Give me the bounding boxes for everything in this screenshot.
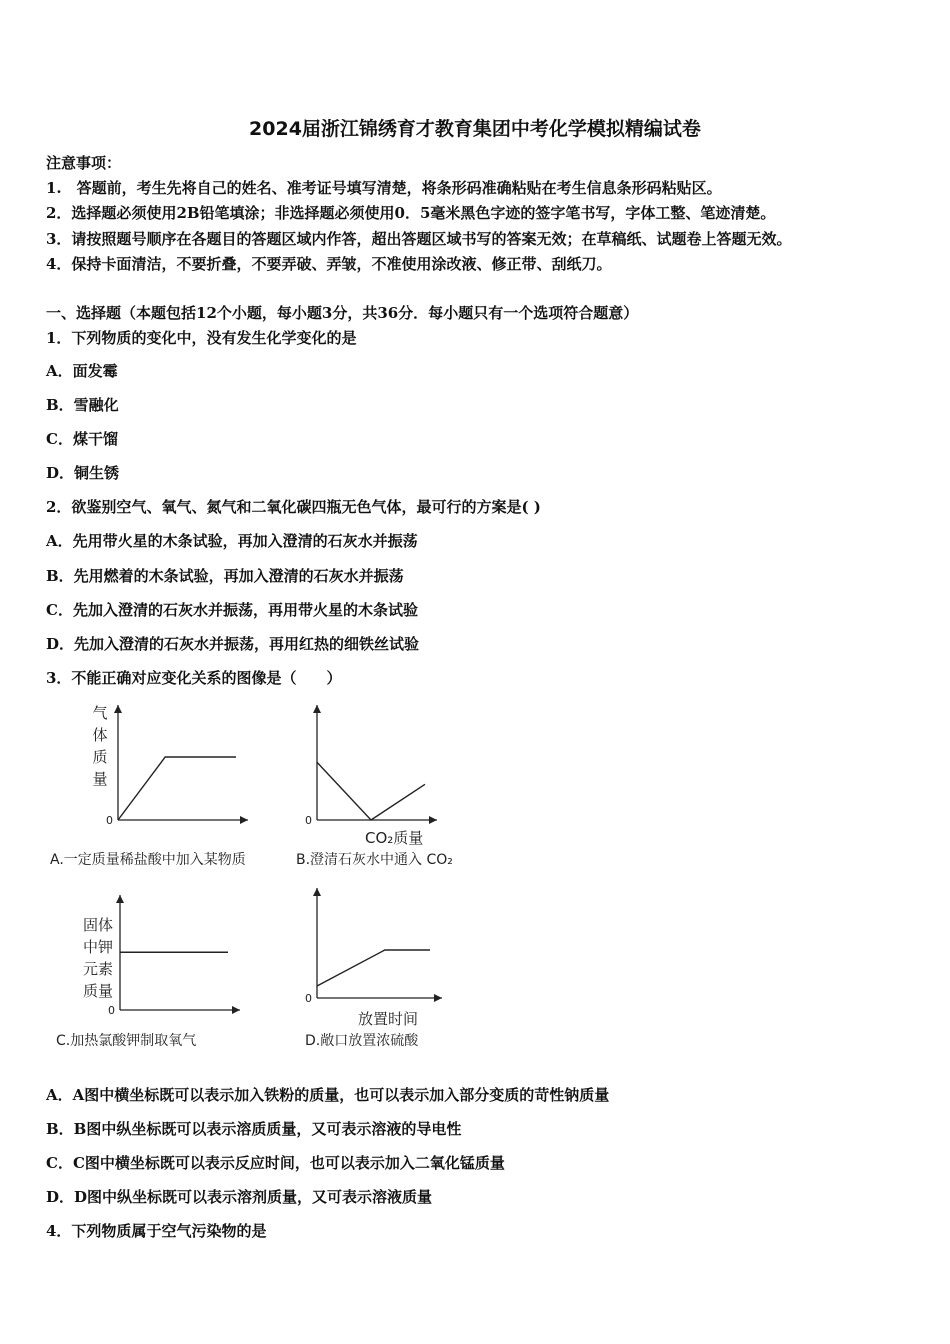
- chart-a-x-arrow-icon: [240, 816, 248, 824]
- chart-b-y-arrow-icon: [313, 705, 321, 713]
- chart-b-xlabel: CO₂质量: [365, 829, 424, 847]
- notice-item-1: 1. 答题前，考生先将自己的姓名、准考证号填写清楚，将条形码准确粘贴在考生信息条形码粘贴区。: [46, 179, 722, 197]
- chart-d-series-line: [317, 950, 430, 986]
- q1-stem: 1．下列物质的变化中，没有发生化学变化的是: [46, 329, 357, 347]
- chart-a-ylabel-line: 气: [92, 704, 108, 722]
- chart-b-caption: B.澄清石灰水中通入 CO₂: [296, 852, 453, 868]
- chart-c: [60, 885, 300, 1030]
- chart-c-ylabel-line: 质量: [82, 982, 114, 1000]
- chart-b: [290, 695, 490, 850]
- chart-d-x-arrow-icon: [434, 994, 442, 1002]
- chart-c-x-arrow-icon: [232, 1006, 240, 1014]
- chart-c-origin-label: 0: [108, 1004, 115, 1017]
- q3-option-b: B．B图中纵坐标既可以表示溶质质量，又可表示溶液的导电性: [46, 1120, 462, 1138]
- q1-option-b: B．雪融化: [46, 396, 119, 414]
- chart-a-ylabel-line: 体: [92, 726, 108, 744]
- chart-d-origin-label: 0: [305, 992, 312, 1005]
- notice-item-2: 2．选择题必须使用2B铅笔填涂；非选择题必须使用0．5毫米黑色字迹的签字笔书写，字体工整、笔迹清楚。: [46, 204, 776, 222]
- chart-a-ylabel-line: 质: [92, 748, 108, 766]
- page-title: 2024届浙江锦绣育才教育集团中考化学模拟精编试卷: [249, 118, 701, 140]
- chart-d-caption: D.敞口放置浓硫酸: [305, 1033, 419, 1049]
- q3-option-a: A．A图中横坐标既可以表示加入铁粉的质量，也可以表示加入部分变质的苛性钠质量: [46, 1086, 610, 1104]
- chart-d-y-arrow-icon: [313, 888, 321, 896]
- q2-option-a: A．先用带火星的木条试验，再加入澄清的石灰水并振荡: [46, 532, 418, 550]
- chart-a-origin-label: 0: [106, 814, 113, 827]
- notice-item-4: 4．保持卡面清洁，不要折叠，不要弄破、弄皱，不准使用涂改液、修正带、刮纸刀。: [46, 255, 612, 273]
- q4-stem: 4．下列物质属于空气污染物的是: [46, 1222, 267, 1240]
- q1-option-d: D．铜生锈: [46, 464, 120, 482]
- q3-option-d: D．D图中纵坐标既可以表示溶剂质量，又可表示溶液质量: [46, 1188, 433, 1206]
- chart-c-ylabel-line: 元素: [82, 960, 114, 978]
- notice-item-3: 3．请按照题号顺序在各题目的答题区域内作答，超出答题区域书写的答案无效；在草稿纸、试题卷上答题无效。: [46, 230, 792, 248]
- chart-a-caption: A.一定质量稀盐酸中加入某物质: [50, 852, 246, 868]
- chart-b-series-line: [317, 762, 425, 820]
- chart-c-ylabel-line: 中钾: [82, 938, 114, 956]
- chart-b-x-arrow-icon: [429, 816, 437, 824]
- chart-a-ylabel-line: 量: [92, 770, 108, 788]
- chart-a-series-line: [118, 757, 236, 820]
- chart-c-caption: C.加热氯酸钾制取氧气: [56, 1033, 197, 1049]
- chart-a-y-arrow-icon: [114, 705, 122, 713]
- q2-option-c: C．先加入澄清的石灰水并振荡，再用带火星的木条试验: [46, 601, 418, 619]
- chart-b-origin-label: 0: [305, 814, 312, 827]
- q1-option-a: A．面发霉: [46, 362, 118, 380]
- chart-a: [60, 695, 300, 845]
- chart-c-ylabel-line: 固体: [82, 916, 114, 934]
- q3-stem: 3．不能正确对应变化关系的图像是（ ）: [46, 669, 342, 687]
- notice-heading: 注意事项：: [46, 154, 122, 172]
- q1-option-c: C．煤干馏: [46, 430, 118, 448]
- q2-stem: 2．欲鉴别空气、氧气、氮气和二氧化碳四瓶无色气体，最可行的方案是( ): [46, 498, 541, 516]
- q3-option-c: C．C图中横坐标既可以表示反应时间，也可以表示加入二氧化锰质量: [46, 1154, 505, 1172]
- chart-c-y-arrow-icon: [116, 895, 124, 903]
- q2-option-d: D．先加入澄清的石灰水并振荡，再用红热的细铁丝试验: [46, 635, 420, 653]
- chart-d: [290, 880, 490, 1030]
- chart-d-xlabel: 放置时间: [358, 1010, 419, 1028]
- section-heading: 一、选择题（本题包括12个小题，每小题3分，共36分．每小题只有一个选项符合题意）: [46, 304, 639, 322]
- q2-option-b: B．先用燃着的木条试验，再加入澄清的石灰水并振荡: [46, 567, 404, 585]
